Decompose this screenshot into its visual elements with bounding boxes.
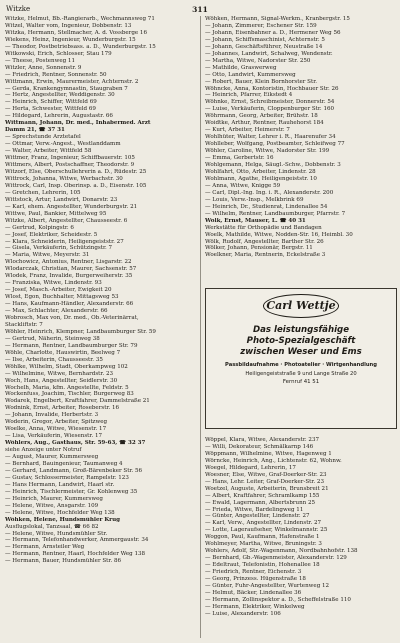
directory-entry: — Friedrich, Rentner, Eichenstr. 3 — [205, 569, 302, 576]
directory-entry: — Max, Schlachter, Alexanderstr. 66 — [5, 308, 108, 315]
directory-entry: — Heinrich, Maurer, Kummersweg — [5, 495, 103, 502]
left-column — [5, 16, 195, 638]
directory-entry: — Walter, Arbeiter, Wittfeld 58 — [5, 148, 92, 155]
directory-entry: — Josef, Masch.-Arbeiter, Ewigkeit 20 — [5, 287, 112, 294]
directory-entry: — Theodor, Postbetriebsass. a. D., Wunderburgstr. 15 — [5, 43, 156, 50]
directory-entry: — Ottmar, Verw.-Angest., Westlanddamm — [5, 141, 121, 148]
directory-entry: — Heinrich, Schiffer, Wittfeld 69 — [5, 99, 97, 106]
directory-entry: Wodnink, Ernst, Arbeiter, Roseberstr. 16 — [5, 405, 120, 412]
directory-entry: — Lisa, Verkäuferin, Wiesenstr. 17 — [5, 433, 103, 440]
directory-entry: Woegel, Hildegard, Lehrerin, 17 — [205, 464, 296, 471]
directory-entry: Witzke, Albert, Angestellter, Chausseestr. 6 — [5, 217, 128, 224]
directory-entry: Wohlmann, Agathe, Heiligengeiststr. 10 — [205, 175, 317, 182]
directory-entry: Woidtke, Arthur, Rentner, Rauhehorst 184 — [205, 120, 324, 127]
directory-entry: — Bernhard, Bauingenieur, Taumanweg 4 — [5, 461, 123, 467]
directory-entry: — Johann, Geschäftsführer, Neustraße 14 — [205, 43, 323, 50]
directory-entry: — Johannes, Landwirt, Schalweg, Wendenstr. — [205, 50, 333, 57]
directory-entry: — Hans Hermann, Landwirt, Haarl str. — [5, 481, 115, 488]
directory-entry: Werkstätte für Orthopädie und Bandagen — [205, 224, 322, 231]
directory-entry: Wlost, Egon, Buchhalter, Mittagsweg 53 — [5, 294, 119, 301]
ad-headline-line-1: Das leistungsfähige — [252, 325, 350, 335]
directory-entry: — Mathilde, Graswerweg — [205, 64, 277, 71]
directory-entry: Woelke, Anna, Witwe, Wiesenstr. 17 — [5, 426, 107, 433]
directory-entry: — Theese, Postenweg 11 — [5, 57, 75, 64]
directory-entry: Wohlleber, Wolfgang, Postbeamter, Schleifweg 77 — [205, 141, 345, 148]
directory-entry: Woetzel, Auguste, Arbeiterin, Brunsbreit 21 — [205, 485, 329, 492]
directory-entry: — Albert, Kraftfahrer, Schramlkamp 155 — [205, 492, 320, 499]
directory-entry: Wolk, Ernst, Mauser, L. ☎ 40 31 — [205, 217, 306, 224]
directory-entry: Witzka, Hermann, Stellmacher, A. d. Vossberge 16 — [5, 29, 147, 36]
directory-entry: — Hermann, Bauer, Hundsmühler Str. 86 — [5, 558, 122, 565]
directory-entry: Woelk, Mathilde, Witwe, Nodden-Str. 16, Heimbl. 30 — [205, 231, 353, 238]
ad-headline — [206, 325, 396, 358]
directory-entry: Stackliftstr. 7 — [5, 321, 43, 328]
directory-entry: — Emma, Gerbertstr. 16 — [205, 155, 274, 162]
directory-entry: — Hermann, Rentner, Haarl, Hochfelder Weg 138 — [5, 551, 146, 558]
directory-entry: Witzler, Anne, Sonnenstr. 9 — [5, 64, 82, 71]
directory-entry: Wittmers, Albert, Postschaffner, Theodorstr. 9 — [5, 162, 135, 169]
directory-entry: — Wilhelmine, Witwe, Bernhardstr. 23 — [5, 370, 114, 377]
directory-entry: — Hermann, Rentner, Landbaumburger Str. 79 — [5, 342, 138, 349]
ad-headline-line-2: Photo-Spezialgeschäft — [246, 336, 356, 346]
directory-entry: — Martha, Witwe, Nadorster Str. 250 — [205, 57, 311, 64]
directory-entry: — Heinrich, Pfarrer, Eikstedt 4 — [205, 92, 293, 99]
directory-entry: — Helene, Witwe, Ansgarstr. 109 — [5, 502, 99, 509]
ad-services: Passbildaufnahme · Photoatelier · Wirtgenhandlung — [225, 362, 377, 368]
directory-entry: Wöhnke, Ernst, Schreibmeister, Donnerstr. 54 — [205, 99, 335, 106]
directory-entry: Wöhncke, Anna, Kontoristin, Hochbauer Str. 26 — [205, 85, 339, 92]
directory-entry: Wölker, Johann, Pensionär, Bergstr. 11 — [205, 245, 313, 252]
directory-entry: — Georg, Prinzess. Hügenstraße 18 — [205, 576, 306, 583]
directory-entry: — Günter, Angestellter, Lindenstr. 27 — [205, 513, 310, 520]
directory-entry: — Hermann, Elektriker, Winkelweg — [205, 603, 305, 610]
directory-entry: Witzorf, Else, Oberschullehrerin a. D., Rüdestr. 25 — [5, 168, 147, 175]
directory-entry: — Helene, Witwe, Hochfelder Weg 138 — [5, 509, 115, 516]
directory-entry: Wlochowicz, Antonius, Rentner, Lisgarstr. 22 — [5, 259, 132, 266]
directory-entry: Wöhken, Hermann, Signal-Werkm., Kranbergstr. 15 — [205, 16, 350, 22]
directory-entry: — Gerda, Krankengymnastin, Staugraben 7 — [5, 85, 128, 92]
right-column-upper — [205, 16, 397, 287]
directory-entry: Wodarek, Engelbert, Kraftfahrer, Dammelstraße 21 — [5, 398, 150, 405]
directory-entry: Witzke, Helmut, Bb.-Rangierarb., Wechmannsweg 71 — [5, 16, 155, 22]
photo-shop-advertisement — [205, 288, 397, 429]
directory-entry: Wohlfahrt, Otto, Arbeiter, Lindenstr. 28 — [205, 168, 316, 175]
directory-entry: Wittrock, Carl, Insp. Oberinsp. a. D., Eisenstr. 105 — [5, 182, 147, 189]
directory-entry: — August, Maurer, Kummersweg — [5, 454, 99, 461]
directory-entry: — Louis, Verw.-Insp., Melkbrink 69 — [205, 196, 304, 203]
directory-entry: — Helmut, Bäcker, Lindenallee 36 — [205, 589, 302, 596]
running-head — [6, 4, 394, 15]
directory-entry: — Gretchen, Lehrerin, 105 — [5, 189, 81, 196]
directory-entry: Wöhler, Heinrich, Klempner, Landbaumburger Str. 59 — [5, 328, 156, 335]
directory-entry: Wittrock, Johanna, Witwe, Werbachstr. 30 — [5, 175, 123, 182]
directory-entry: — Maria, Witwe, Meyerstr. 31 — [5, 252, 90, 259]
directory-entry: — Ilse, Arbeiterin, Chausseestr. 35 — [5, 356, 103, 363]
ad-address: Heiligengeiststraße 9 und Lange Straße 20 — [245, 371, 357, 377]
directory-entry: — Franziska, Witwe, Lindenstr. 93 — [5, 280, 102, 287]
directory-entry: — Carl, Dipl.-Ing. Ing. i. R., Alexanderstr. 200 — [205, 189, 334, 196]
directory-entry: — Karl, ehem. Angestellter, Wunderburgstr. 21 — [5, 203, 138, 210]
page-number: 311 — [192, 5, 208, 14]
running-head-keyword: Witzke — [6, 5, 31, 13]
directory-entry: Wöhlers, Aug., Gasthaus, Str. 59-63, ☎ 32 37 — [5, 440, 146, 447]
directory-entry: Woch, Hans, Angestellter, Seidlerstr. 30 — [5, 377, 118, 384]
ad-headline-line-3: zwischen Weser und Ems — [240, 347, 362, 357]
directory-entry: Wöhken, Helene, Hundsmühler Krug — [5, 516, 120, 523]
directory-entry: Wöppel, Klara, Witwe, Alexanderstr. 237 — [205, 437, 320, 443]
directory-entry: — Johann, Zimmerer, Eschener Str. 159 — [205, 22, 317, 29]
directory-entry: Wohlgemann, Helga, Säugl.-Schw., Dobbenstr. 3 — [205, 162, 341, 169]
directory-entry: — Gerhard, Landmann, Groß-Bärenbeker Str. 56 — [5, 467, 143, 474]
directory-entry: Woesner, Else, Witwe, Graf-Doerker-Str. 23 — [205, 471, 327, 478]
directory-entry: Wöhle, Charlotte, Hauswirtin, Beelweg 7 — [5, 349, 121, 356]
directory-entry: — Otto, Landwirt, Kummersweg — [205, 71, 296, 78]
directory-entry: — Hertz, Angestellter, Weddigenstr. 30 — [5, 92, 115, 99]
directory-entry: — Gertrud, Näherin, Steinweg 38 — [5, 335, 100, 342]
directory-entry: — Hans, Lehr. Leiter, Graf-Doerker-Str. 23 — [205, 478, 324, 485]
directory-entry: Woelkner, Maria, Rentnerin, Eckelstraße 3 — [205, 252, 326, 259]
ad-logo: Carl Wettje — [263, 294, 339, 318]
directory-entry: Wiekens, Heinz, Ingenieur, Wunderburgstr. 15 — [5, 36, 136, 43]
right-column-lower — [205, 437, 397, 639]
directory-entry: Wöhlke, Wilhelm, Stadt, Oberkampweg 102 — [5, 363, 128, 370]
directory-entry: Wockenfuss, Joachim, Tischler, Burgerweg 83 — [5, 391, 134, 398]
directory-entry: Wohlers, Adolf, Str.-Wagenmann, Nordbahnhofstr. 138 — [205, 548, 358, 555]
directory-entry: Ausflugslokal, Tanzsaal, ☎ 66 82 — [5, 523, 99, 530]
directory-entry: Wobrosch, Max von, Dr. med., Ob.-Veterinärrat, — [5, 314, 139, 321]
directory-entry: Wittmer, Franz, Ingenieur, Schiffbauerstr. 105 — [5, 155, 135, 162]
directory-entry: — Heinrich, Dr., Studienrat, Lindenallee 54 — [205, 203, 328, 210]
directory-entry: — Friedrich, Rentner, Sonnenstr. 50 — [5, 71, 107, 78]
directory-entry: — Luise, Verkäuferin, Cloppenburger Str. 160 — [205, 106, 335, 113]
directory-entry: — Edeltraut, Telefonistin, Hohenallee 18 — [205, 562, 320, 569]
directory-entry: Damm 21, ☎ 37 31 — [5, 127, 65, 134]
directory-entry: Wohlhüter, Walter, Lehrer i. R., Haarenufer 34 — [205, 134, 336, 141]
column-divider — [200, 16, 201, 638]
directory-entry: — Gustav, Schlossermeister, Rampelstr. 123 — [5, 474, 129, 481]
directory-entry: Wittstock, Artur, Landwirt, Donarstr. 23 — [5, 196, 118, 203]
directory-entry: — Heinrich, Tischlermeister, Gr. Kohlenweg 35 — [5, 488, 138, 495]
directory-entry: Wohlmeyer, Martha, Witwe, Bruningstr. 3 — [205, 541, 322, 548]
directory-entry: — Sprechstunde Ärztetafel — [5, 134, 81, 141]
directory-entry: Wlodek, Franz, Invalide, Burgerweiherstr. 35 — [5, 273, 133, 280]
directory-entry: Woderin, Gregor, Arbeiter, Spitzweg — [5, 419, 108, 426]
directory-entry: — Bernhard, Gb.-Wagenmeister, Alexanderstr. 129 — [205, 555, 347, 562]
directory-entry: Wöhler, Caroline, Witwe, Nadorster Str. 199 — [205, 148, 330, 155]
directory-entry: — Frieda, Witwe, Bardelingweg 11 — [205, 506, 304, 513]
directory-entry: — Hildegard, Lehrerin, Augustastr. 66 — [5, 113, 113, 120]
directory-entry: — Johann, Schiffsmaschinist, Achternstr. 5 — [205, 36, 325, 43]
directory-entry: — Hans, Kaufmann-Händler, Alexanderstr. 66 — [5, 301, 134, 308]
directory-entry: — Herta, Schwester, Wittfeld 69 — [5, 106, 96, 113]
directory-entry: Wölk, Rudolf, Angestellter, Barther Str. 26 — [205, 238, 324, 245]
directory-entry: — Hermann, Zollinspektor a. D., Scheffelstraße 110 — [205, 596, 351, 603]
directory-entry: — Klara, Schneiderin, Heiligengeiststr. 27 — [5, 238, 124, 245]
directory-entry: — Lotte, Lageraufseher, Winkelmannstr. 25 — [205, 527, 328, 534]
directory-entry: Wöhrmann, Georg, Arbeiter, Brühstr. 18 — [205, 113, 318, 120]
directory-entry: — Wilhelm, Rentner, Landbaumburger, Pfarrstr. 7 — [205, 210, 346, 217]
directory-entry: — Ewald, Lagermann, Albertsbrunn 25 — [205, 499, 316, 506]
directory-entry: — Gertrud, Kolpingstr. 6 — [5, 224, 74, 231]
directory-entry: Witzel, Walter vom, Ingenieur, Dobbenstr. 13 — [5, 22, 132, 29]
directory-entry: — Luise, Alexanderstr. 106 — [205, 610, 281, 617]
directory-entry: Wöppmann, Wilhelmine, Witwe, Hagenweg 1 — [205, 450, 332, 457]
directory-entry: — Helene, Witwe, Hundsmühler Str. — [5, 530, 108, 537]
directory-entry: Wittmann, Johann, Dr. med., Inhabermed. Arzt — [5, 120, 151, 127]
directory-entry: — Hermann, Arnsteiler Weg — [5, 544, 85, 551]
directory-entry: — Josef, Elektriker, Scheidestr. 5 — [5, 231, 98, 238]
directory-entry: — Johann, Eisenbahner a. D., Hermener Weg 56 — [205, 29, 341, 36]
directory-entry: — Johann, Invalide, Herbertstr. 3 — [5, 412, 99, 419]
directory-entry: Woggon, Paul, Kaufmann, Hafenstraße 1 — [205, 534, 320, 541]
directory-entry: — Hermann, Telefonhandwerker, Ammergaustr. 34 — [5, 537, 149, 544]
directory-entry: — Gisela, Verkäuferin, Schützingstr. 7 — [5, 245, 113, 252]
directory-entry: Wörncke, Heinrich, Ang., Lichtenstr. 62, Wohnw. — [205, 457, 342, 464]
directory-entry: Wittwe, Paul, Bankier, Mittelweg 95 — [5, 210, 107, 217]
directory-entry: — Günter, Fuhr-Angestellter, Wurtenweg 12 — [205, 583, 330, 590]
directory-entry: Wochelh, Maria, kfm. Angestellte, Feldstr. 5 — [5, 384, 129, 391]
directory-entry: Wlodarczak, Christian, Maurer, Sachsenstr. 57 — [5, 266, 137, 273]
directory-entry: — Robert, Bauer, Klein Bornhorster Str. — [205, 78, 317, 85]
directory-entry: — Willi, Dekorateur, Schmälkarnp 146 — [205, 443, 314, 450]
directory-entry: Wittmann, Erwin, Maurermeister, Achternstr. 2 — [5, 78, 139, 85]
directory-entry: — Anna, Witwe, Knigge 59 — [205, 182, 281, 189]
directory-entry: — Karl, Verw., Angestellter, Lindenstr. 27 — [205, 520, 322, 527]
directory-entry: siehe Anzeige unter Notruf — [5, 447, 82, 454]
directory-entry: — Kurt, Arbeiter, Heimerstr. 7 — [205, 127, 290, 134]
directory-entry: Witkowski, Erich, Schlosser, Stau 179 — [5, 50, 112, 57]
ad-phone: Fernruf 41 51 — [282, 379, 320, 385]
